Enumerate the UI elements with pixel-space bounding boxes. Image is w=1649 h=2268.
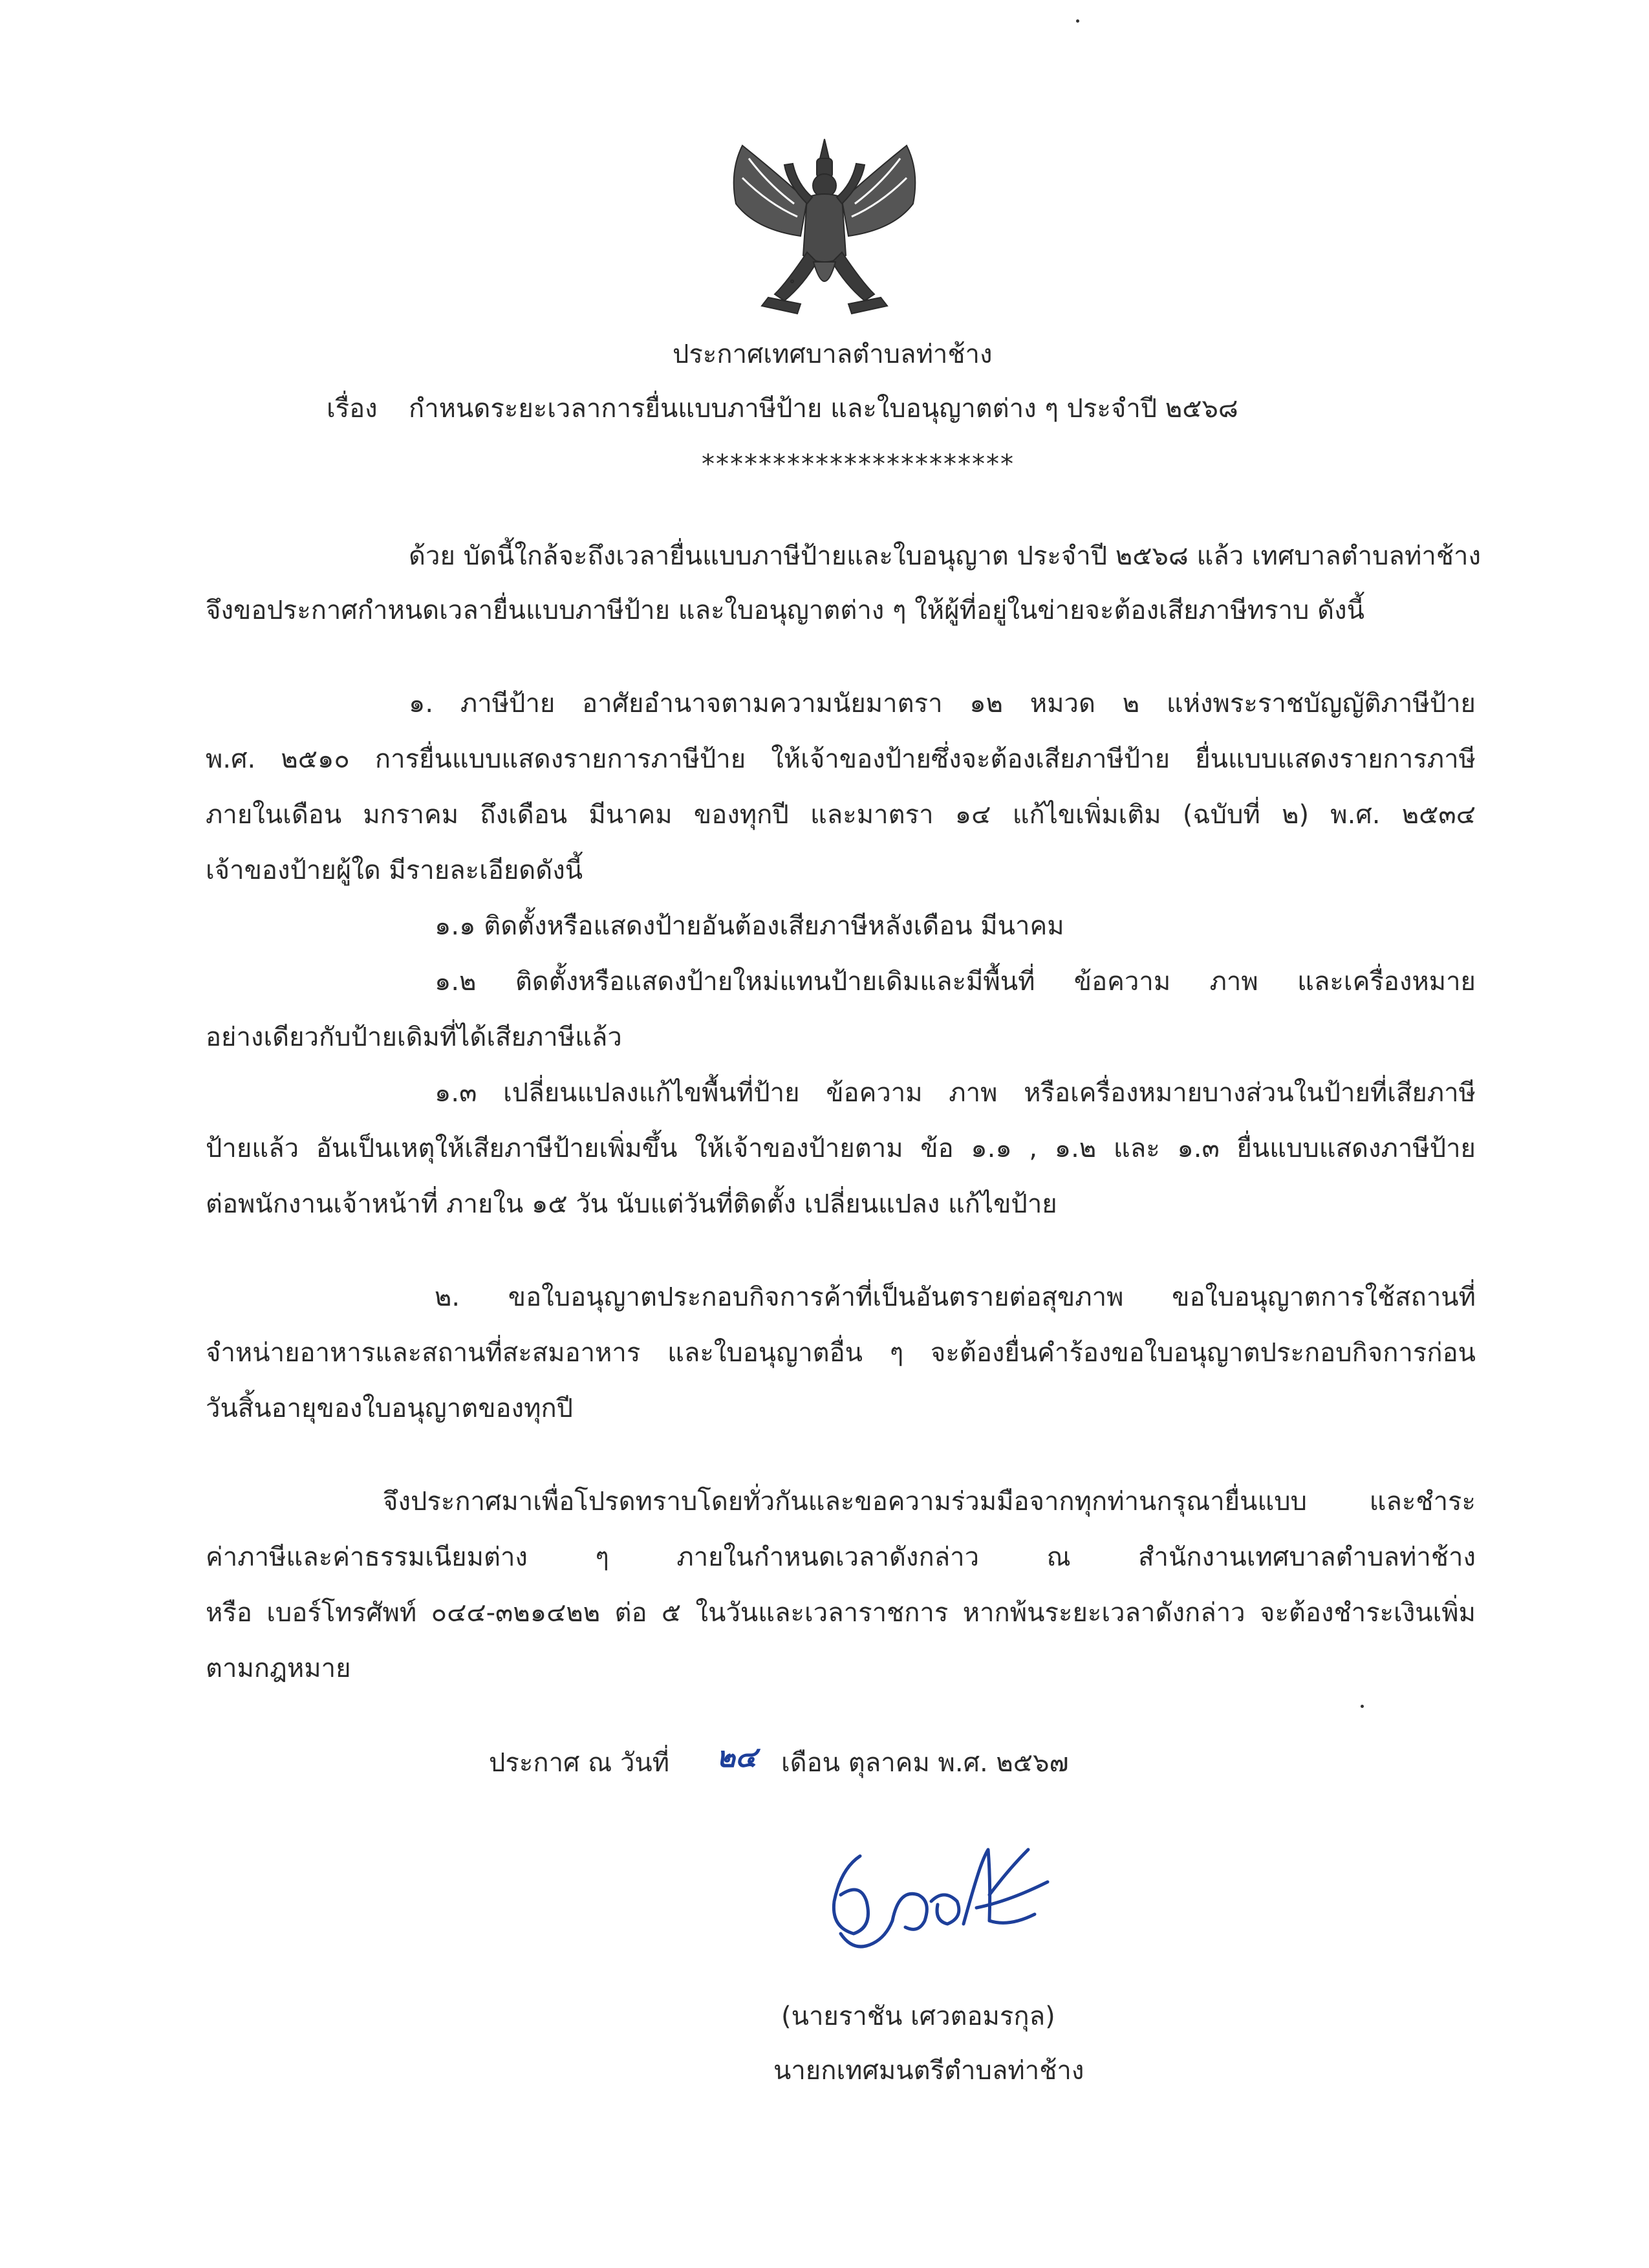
subject-label: เรื่อง	[327, 394, 378, 424]
sub-item-1-1: ๑.๑ ติดตั้งหรือแสดงป้ายอันต้องเสียภาษีหลังเดือน มีนาคม	[435, 911, 1064, 941]
section2-line: วันสิ้นอายุของใบอนุญาตของทุกปี	[206, 1394, 574, 1423]
signatory-title: นายกเทศมนตรีตำบลท่าช้าง	[773, 2056, 1084, 2086]
intro-line: ด้วย บัดนี้ใกล้จะถึงเวลายื่นแบบภาษีป้ายและใบอนุญาต ประจำปี ๒๕๖๘ แล้ว เทศบาลตำบลท่าช้าง	[409, 541, 1482, 571]
garuda-emblem-icon	[717, 133, 932, 327]
subject-text: กำหนดระยะเวลาการยื่นแบบภาษีป้าย และใบอนุญาตต่าง ๆ ประจำปี ๒๕๖๘	[409, 394, 1238, 424]
sub-item-1-2-cont: อย่างเดียวกับป้ายเดิมที่ได้เสียภาษีแล้ว	[206, 1022, 622, 1052]
closing-line: ตามกฎหมาย	[206, 1654, 351, 1683]
section1-line: ๑. ภาษีป้าย อาศัยอำนาจตามความนัยมาตรา ๑๒ หมวด ๒ แห่งพระราชบัญญัติภาษีป้าย	[409, 689, 1476, 718]
dateline-day-handwritten: ๒๔	[717, 1741, 757, 1774]
closing-line: หรือ เบอร์โทรศัพท์ ๐๔๔-๓๒๑๔๒๒ ต่อ ๕ ในวันและเวลาราชการ หากพ้นระยะเวลาดังกล่าว จะต้องชำระเงินเพิ่ม	[206, 1598, 1476, 1628]
sub-item-1-3-cont: ต่อพนักงานเจ้าหน้าที่ ภายใน ๑๕ วัน นับแต่วันที่ติดตั้ง เปลี่ยนแปลง แก้ไขป้าย	[206, 1189, 1057, 1219]
section1-line: เจ้าของป้ายผู้ใด มีรายละเอียดดังนี้	[206, 856, 583, 885]
sub-item-1-3: ๑.๓ เปลี่ยนแปลงแก้ไขพื้นที่ป้าย ข้อความ ภาพ หรือเครื่องหมายบางส่วนในป้ายที่เสียภาษี	[435, 1078, 1476, 1108]
section1-line: พ.ศ. ๒๕๑๐ การยื่นแบบแสดงรายการภาษีป้าย ให้เจ้าของป้ายซึ่งจะต้องเสียภาษีป้าย ยื่นแบบแสดงรายการภาษี	[206, 744, 1476, 774]
intro-line: จึงขอประกาศกำหนดเวลายื่นแบบภาษีป้าย และใบอนุญาตต่าง ๆ ให้ผู้ที่อยู่ในข่ายจะต้องเสียภาษีทราบ ดังนี้	[206, 596, 1364, 625]
section2-line: จำหน่ายอาหารและสถานที่สะสมอาหาร และใบอนุญาตอื่น ๆ จะต้องยื่นคำร้องขอใบอนุญาตประกอบกิจการก่อน	[206, 1338, 1476, 1368]
separator-line: **********************	[702, 449, 1015, 479]
closing-line: ค่าภาษีและค่าธรรมเนียมต่าง ๆ ภายในกำหนดเวลาดังกล่าว ณ สำนักงานเทศบาลตำบลท่าช้าง	[206, 1542, 1476, 1572]
handwritten-signature-icon	[815, 1830, 1067, 1979]
sub-item-1-2: ๑.๒ ติดตั้งหรือแสดงป้ายใหม่แทนป้ายเดิมและมีพื้นที่ ข้อความ ภาพ และเครื่องหมาย	[435, 967, 1476, 997]
scan-speck	[1076, 19, 1079, 23]
section2-line: ๒. ขอใบอนุญาตประกอบกิจการค้าที่เป็นอันตรายต่อสุขภาพ ขอใบอนุญาตการใช้สถานที่	[435, 1282, 1476, 1312]
section1-line: ภายในเดือน มกราคม ถึงเดือน มีนาคม ของทุกปี และมาตรา ๑๔ แก้ไขเพิ่มเติม (ฉบับที่ ๒) พ.ศ. ๒๕๓๔	[206, 800, 1476, 830]
scan-speck	[1361, 1705, 1364, 1708]
closing-line: จึงประกาศมาเพื่อโปรดทราบโดยทั่วกันและขอความร่วมมือจากทุกท่านกรุณายื่นแบบ และชำระ	[383, 1487, 1476, 1517]
sub-item-1-3-cont: ป้ายแล้ว อันเป็นเหตุให้เสียภาษีป้ายเพิ่มขึ้น ให้เจ้าของป้ายตาม ข้อ ๑.๑ , ๑.๒ และ ๑.๓ ยื่นแบบแสดงภาษีป้าย	[206, 1134, 1476, 1163]
dateline-month-year: เดือน ตุลาคม พ.ศ. ๒๕๖๗	[781, 1748, 1069, 1778]
signatory-name: (นายราชัน เศวตอมรกุล)	[781, 2002, 1055, 2031]
dateline-prefix: ประกาศ ณ วันที่	[489, 1748, 670, 1778]
org-heading: ประกาศเทศบาลตำบลท่าช้าง	[673, 340, 993, 369]
